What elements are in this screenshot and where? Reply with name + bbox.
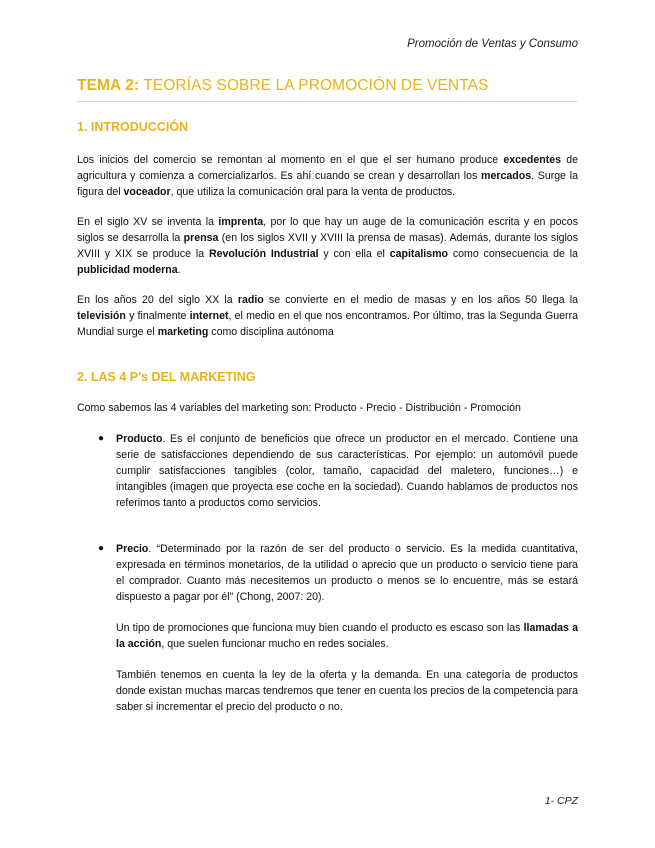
text-run: como consecuencia de la [448,248,578,260]
text-run: , que utiliza la comunicación oral para la venta de productos. [170,186,456,198]
bold-term: televisión [77,310,126,322]
text-run: También tenemos en cuenta la ley de la oferta y la demanda. En una categoría de productos donde existan muchas marcas tendremos que tener en cuenta los precios de la competencia para saber si incrementar el precio del producto o no. [116,669,578,713]
text-run: Los inicios del comercio se remontan al momento en el que el ser humano produce [77,154,504,166]
bold-term: prensa [183,232,219,244]
title-divider [77,101,577,102]
bold-term: Precio [116,543,149,555]
text-run: . [177,264,181,276]
bullet-marker: ● [98,433,105,444]
bold-term: voceador [123,186,171,198]
text-run: Como sabemos las 4 variables del marketing son: Producto - Precio - Distribución - Promoción [77,402,521,414]
paragraph-4ps-intro [77,400,578,416]
text-run: de agricultura y comienza a comercializarlos. Es ahí cuando se crean y desarrollan los [77,154,578,182]
bold-term: publicidad moderna [77,264,178,276]
text-run: . “Determinado por la razón de ser del producto o servicio. Es la medida cuantitativa, expresada en términos monetarios, de la utilidad o aprecio que un producto o servicio tiene para el comprador. Cuanto más necesitemos un producto o menos se lo encuentre, más se estará dispuesto a pagar por él” (Chong, 2007: 20). [116,543,578,603]
bullet-marker: ● [98,543,105,554]
text-run: (en los siglos XVII y XVIII la prensa de masas). Además, durante los siglos XVIII y XIX se produce la [77,232,578,260]
paragraph-precio-3 [116,667,578,715]
title-text: TEORÍAS SOBRE LA PROMOCIÓN DE VENTAS [143,77,489,94]
paragraph-intro-3 [77,292,578,340]
paragraph-precio-2 [116,620,578,652]
text-run: , por lo que hay un auge de la comunicación escrita y en pocos siglos se desarrolla la [77,216,578,244]
bold-term: excedentes [503,154,562,166]
page-header: Promoción de Ventas y Consumo [407,38,578,50]
title-prefix: TEMA 2: [77,77,140,94]
bullet-precio [116,541,578,605]
bold-term: Producto [116,433,163,445]
bold-term: radio [237,294,264,306]
bold-term: marketing [157,326,209,338]
paragraph-intro-1 [77,152,578,200]
text-run: , el medio en el que nos encontramos. Por último, tras la Segunda Guerra Mundial surge el [77,310,578,338]
bold-term: mercados [481,170,532,182]
page-footer: 1- CPZ [544,795,578,807]
text-run: En el siglo XV se inventa la [77,216,219,228]
paragraph-intro-2 [77,214,578,278]
text-run: y con ella el [318,248,390,260]
bold-term: internet [189,310,229,322]
text-run: . Surge la figura del [77,170,578,198]
section-heading-4ps: 2. LAS 4 P's DEL MARKETING [77,370,256,384]
text-run: En los años 20 del siglo XX la [77,294,238,306]
section-heading-introduccion: 1. INTRODUCCIÓN [77,120,189,134]
bullet-producto [116,431,578,511]
text-run: se convierte en el medio de masas y en los años 50 llega la [263,294,578,306]
bold-term: llamadas a la acción [116,622,578,650]
text-run: y finalmente [125,310,190,322]
bold-term: Revolución Industrial [208,248,319,260]
text-run: . Es el conjunto de beneficios que ofrece un productor en el mercado. Contiene una serie de satisfacciones dependiendo de sus características. Por ejemplo: un automóvil puede cumplir satisfacciones tangibles (color, tamaño, capacidad del maletero, funciones…) e intangibles (imagen que proyecta ese coche en la sociedad). Cuando hablamos de productos nos referimos tanto a productos como servicios. [116,433,578,509]
text-run: Un tipo de promociones que funciona muy bien cuando el producto es escaso son las [116,622,524,634]
text-run: , que suelen funcionar mucho en redes sociales. [161,638,389,650]
text-run: como disciplina autónoma [208,326,334,338]
bold-term: capitalismo [389,248,449,260]
bold-term: imprenta [218,216,264,228]
page-title [77,77,489,95]
